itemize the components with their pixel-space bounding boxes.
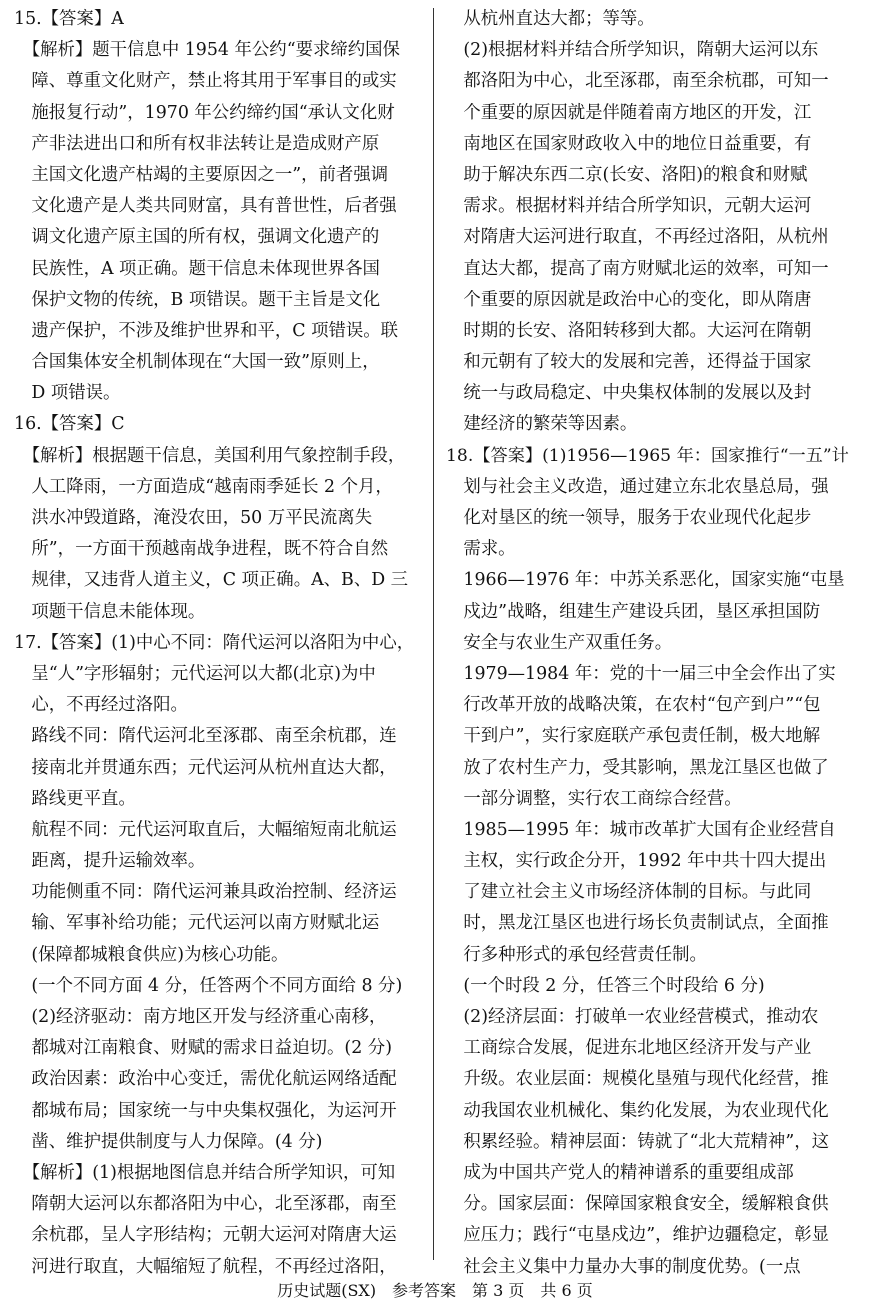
left-column-line: 路线不同：隋代运河北至涿郡、南至余杭郡，连 [14,726,397,747]
left-column-line: 功能侧重不同：隋代运河兼具政治控制、经济运 [14,882,397,903]
left-column-line: 输、军事补给功能；元代运河以南方财赋北运 [14,913,380,934]
left-column-line: 【解析】题干信息中 1954 年公约“要求缔约国保 [14,40,400,61]
right-column-line: 干到户”，实行家庭联产承包责任制，极大地解 [446,726,821,747]
left-column-line: 洪水冲毁道路，淹没农田，50 万平民流离失 [14,508,373,528]
left-column-line: 接南北并贯通东西；元代运河从杭州直达大都， [14,757,397,778]
left-column-line: 隋朝大运河以东都洛阳为中心，北至涿郡，南至 [14,1194,397,1215]
right-column-line: 统一与政局稳定、中央集权体制的发展以及封 [446,383,812,404]
right-column-line: 1985—1995 年：城市改革扩大国有企业经营自 [446,819,836,840]
right-column-line: 划与社会主义改造，通过建立东北农垦总局，强 [446,476,829,497]
right-column-line: 时期的长安、洛阳转移到大都。大运河在隋朝 [446,320,812,341]
left-column-line: 距离，提升运输效率。 [14,851,206,872]
left-column-line: 文化遗产是人类共同财富，具有普世性，后者强 [14,196,397,217]
right-column-line: 和元朝有了较大的发展和完善，还得益于国家 [446,352,812,373]
right-column-line: 建经济的繁荣等因素。 [446,414,638,435]
right-column-line: 1966—1976 年：中苏关系恶化，国家实施“屯垦 [446,570,845,591]
right-column-line: 时，黑龙江垦区也进行场长负责制试点，全面推 [446,913,829,934]
right-column-line: 需求。 [446,539,516,560]
left-column-line: 【解析】根据题干信息，美国利用气象控制手段， [14,445,406,466]
right-column-line: 18.【答案】(1)1956—1965 年：国家推行“一五”计 [446,445,849,466]
left-column-line: 保护文物的传统，B 项错误。题干主旨是文化 [14,289,381,310]
left-column-line: 合国集体安全机制体现在“大国一致”原则上， [14,352,380,373]
right-column-line: 升级。农业层面：规模化垦殖与现代化经营，推 [446,1069,829,1090]
column-divider [433,8,434,1260]
left-column-line: 余杭郡，呈人字形结构；元朝大运河对隋唐大运 [14,1225,397,1246]
right-column-line: 动我国农业机械化、集约化发展，为农业现代化 [446,1100,829,1121]
left-column-line: 呈“人”字形辐射；元代运河以大都(北京)为中 [14,663,376,684]
left-column [14,4,424,1283]
left-column-line: 政治因素：政治中心变迁，需优化航运网络适配 [14,1069,397,1090]
right-column-line: 积累经验。精神层面：铸就了“北大荒精神”，这 [446,1131,829,1152]
right-column-line: 应压力；践行“屯垦戍边”，维护边疆稳定，彰显 [446,1225,829,1246]
left-column-line: 15.【答案】A [14,9,124,29]
right-column [446,4,852,1283]
right-column-line: 一部分调整，实行农工商综合经营。 [446,788,742,809]
right-column-line: 化对垦区的统一领导，服务于农业现代化起步 [446,508,812,528]
right-column-line: 戍边”战略，组建生产建设兵团，垦区承担国防 [446,601,821,622]
left-column-line: D 项错误。 [14,383,121,404]
right-column-line: 从杭州直达大都；等等。 [446,9,655,29]
right-column-line: 需求。根据材料并结合所学知识，元朝大运河 [446,196,812,217]
right-column-line: 主权，实行政企分开，1992 年中共十四大提出 [446,851,827,872]
right-column-line: 行多种形式的承包经营责任制。 [446,944,707,965]
left-column-line: 都城布局；国家统一与中央集权强化，为运河开 [14,1100,397,1121]
left-column-line: 调文化遗产原主国的所有权，强调文化遗产的 [14,227,380,248]
right-column-line: 成为中国共产党人的精神谱系的重要组成部 [446,1162,794,1183]
right-column-line: 1979—1984 年：党的十一届三中全会作出了实 [446,663,836,684]
right-column-line: 社会主义集中力量办大事的制度优势。(一点 [446,1256,801,1277]
right-column-line: 分。国家层面：保障国家粮食安全，缓解粮食供 [446,1194,829,1215]
left-column-line: 航程不同：元代运河取直后，大幅缩短南北航运 [14,819,397,840]
left-column-line: 河进行取直，大幅缩短了航程，不再经过洛阳， [14,1256,397,1277]
right-column-line: 工商综合发展，促进东北地区经济开发与产业 [446,1038,812,1059]
left-column-line: 17.【答案】(1)中心不同：隋代运河以洛阳为中心， [14,632,415,653]
left-column-line: (2)经济驱动：南方地区开发与经济重心南移， [14,1007,387,1027]
left-column-line: 项题干信息未能体现。 [14,601,206,622]
right-column-line: (2)根据材料并结合所学知识，隋朝大运河以东 [446,40,819,61]
right-column-line: 助于解决东西二京(长安、洛阳)的粮食和财赋 [446,164,808,185]
right-column-line: 南地区在国家财政收入中的地位日益重要，有 [446,133,812,154]
left-column-line: 民族性，A 项正确。题干信息未体现世界各国 [14,258,380,279]
left-column-line: 规律，又违背人道主义，C 项正确。A、B、D 三 [14,570,409,591]
right-column-line: (一个时段 2 分，任答三个时段给 6 分) [446,975,765,996]
right-column-line: 对隋唐大运河进行取直，不再经过洛阳，从杭州 [446,227,829,248]
right-column-line: 个重要的原因就是政治中心的变化，即从隋唐 [446,289,812,310]
left-column-line: (一个不同方面 4 分，任答两个不同方面给 8 分) [14,975,403,996]
right-column-line: 行改革开放的战略决策，在农村“包产到户”“包 [446,695,821,716]
right-column-line: 都洛阳为中心，北至涿郡，南至余杭郡，可知一 [446,71,829,92]
left-column-line: 遗产保护，不涉及维护世界和平，C 项错误。联 [14,320,399,341]
left-column-line: 路线更平直。 [14,788,136,809]
left-column-line: 所”，一方面干预越南战争进程，既不符合自然 [14,539,389,560]
left-column-line: 产非法进出口和所有权非法转让是造成财产原 [14,133,380,154]
left-column-line: 都城对江南粮食、财赋的需求日益迫切。(2 分) [14,1038,392,1059]
right-column-line: 个重要的原因就是伴随着南方地区的开发，江 [446,102,812,123]
right-column-line: 放了农村生产力，受其影响，黑龙江垦区也做了 [446,757,829,778]
right-column-line: 直达大都，提高了南方财赋北运的效率，可知一 [446,258,829,279]
left-column-line: 施报复行动”，1970 年公约缔约国“承认文化财 [14,102,395,123]
left-column-line: 障、尊重文化财产，禁止将其用于军事目的或实 [14,71,397,92]
left-column-line: 心，不再经过洛阳。 [14,695,188,716]
left-column-line: 主国文化遗产枯竭的主要原因之一”，前者强调 [14,164,389,185]
right-column-line: 了建立社会主义市场经济体制的目标。与此同 [446,882,812,903]
left-column-line: (保障都城粮食供应)为核心功能。 [14,944,289,965]
right-column-line: 安全与农业生产双重任务。 [446,632,673,653]
left-column-line: 凿、维护提供制度与人力保障。(4 分) [14,1131,323,1152]
left-column-line: 16.【答案】C [14,414,125,435]
left-column-line: 人工降雨，一方面造成“越南雨季延长 2 个月， [14,476,393,497]
right-column-line: (2)经济层面：打破单一农业经营模式，推动农 [446,1007,819,1027]
left-column-line: 【解析】(1)根据地图信息并结合所学知识，可知 [14,1162,396,1183]
page-footer: 历史试题(SX) 参考答案 第 3 页 共 6 页 [277,1281,593,1300]
